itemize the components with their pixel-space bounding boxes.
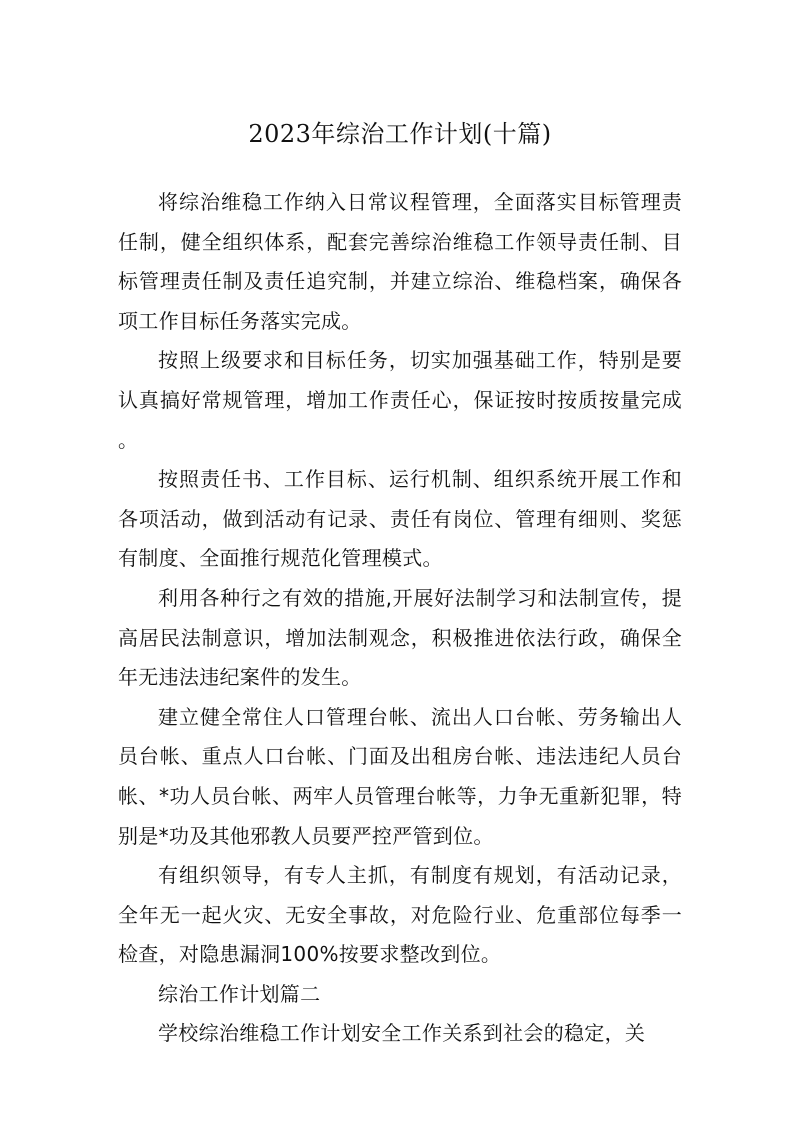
paragraph-7: 学校综治维稳工作计划安全工作关系到社会的稳定，关 [158, 1021, 646, 1046]
paragraph-5: 建立健全常住人口管理台帐、流出人口台帐、劳务输出人员台帐、重点人口台帐、门面及出租房台帐、违法违纪人员台帐、*功人员台帐、两牢人员管理台帐等，力争无重新犯罪，特别是*功及其他邪教人员要严控严管到位。 [118, 704, 682, 848]
document-title: 2023年综治工作计划(十篇) [248, 120, 552, 149]
section-heading: 综治工作计划篇二 [158, 981, 321, 1006]
paragraph-6: 有组织领导，有专人主抓，有制度有规划，有活动记录，全年无一起火灾、无安全事故，对危险行业、危重部位每季一检查，对隐患漏洞100%按要求整改到位。 [118, 863, 682, 967]
document-body [118, 183, 682, 1054]
paragraph-3: 按照责任书、工作目标、运行机制、组织系统开展工作和各项活动，做到活动有记录、责任有岗位、管理有细则、奖惩有制度、全面推行规范化管理模式。 [118, 467, 682, 571]
paragraph-2: 按照上级要求和目标任务，切实加强基础工作，特别是要认真搞好常规管理，增加工作责任心，保证按时按质按量完成。 [118, 348, 682, 452]
paragraph-1: 将综治维稳工作纳入日常议程管理，全面落实目标管理责任制，健全组织体系，配套完善综治维稳工作领导责任制、目标管理责任制及责任追究制，并建立综治、维稳档案，确保各项工作目标任务落实完成。 [118, 190, 682, 333]
paragraph-4: 利用各种行之有效的措施,开展好法制学习和法制宣传，提高居民法制意识，增加法制观念，积极推进依法行政，确保全年无违法违纪案件的发生。 [118, 585, 682, 690]
